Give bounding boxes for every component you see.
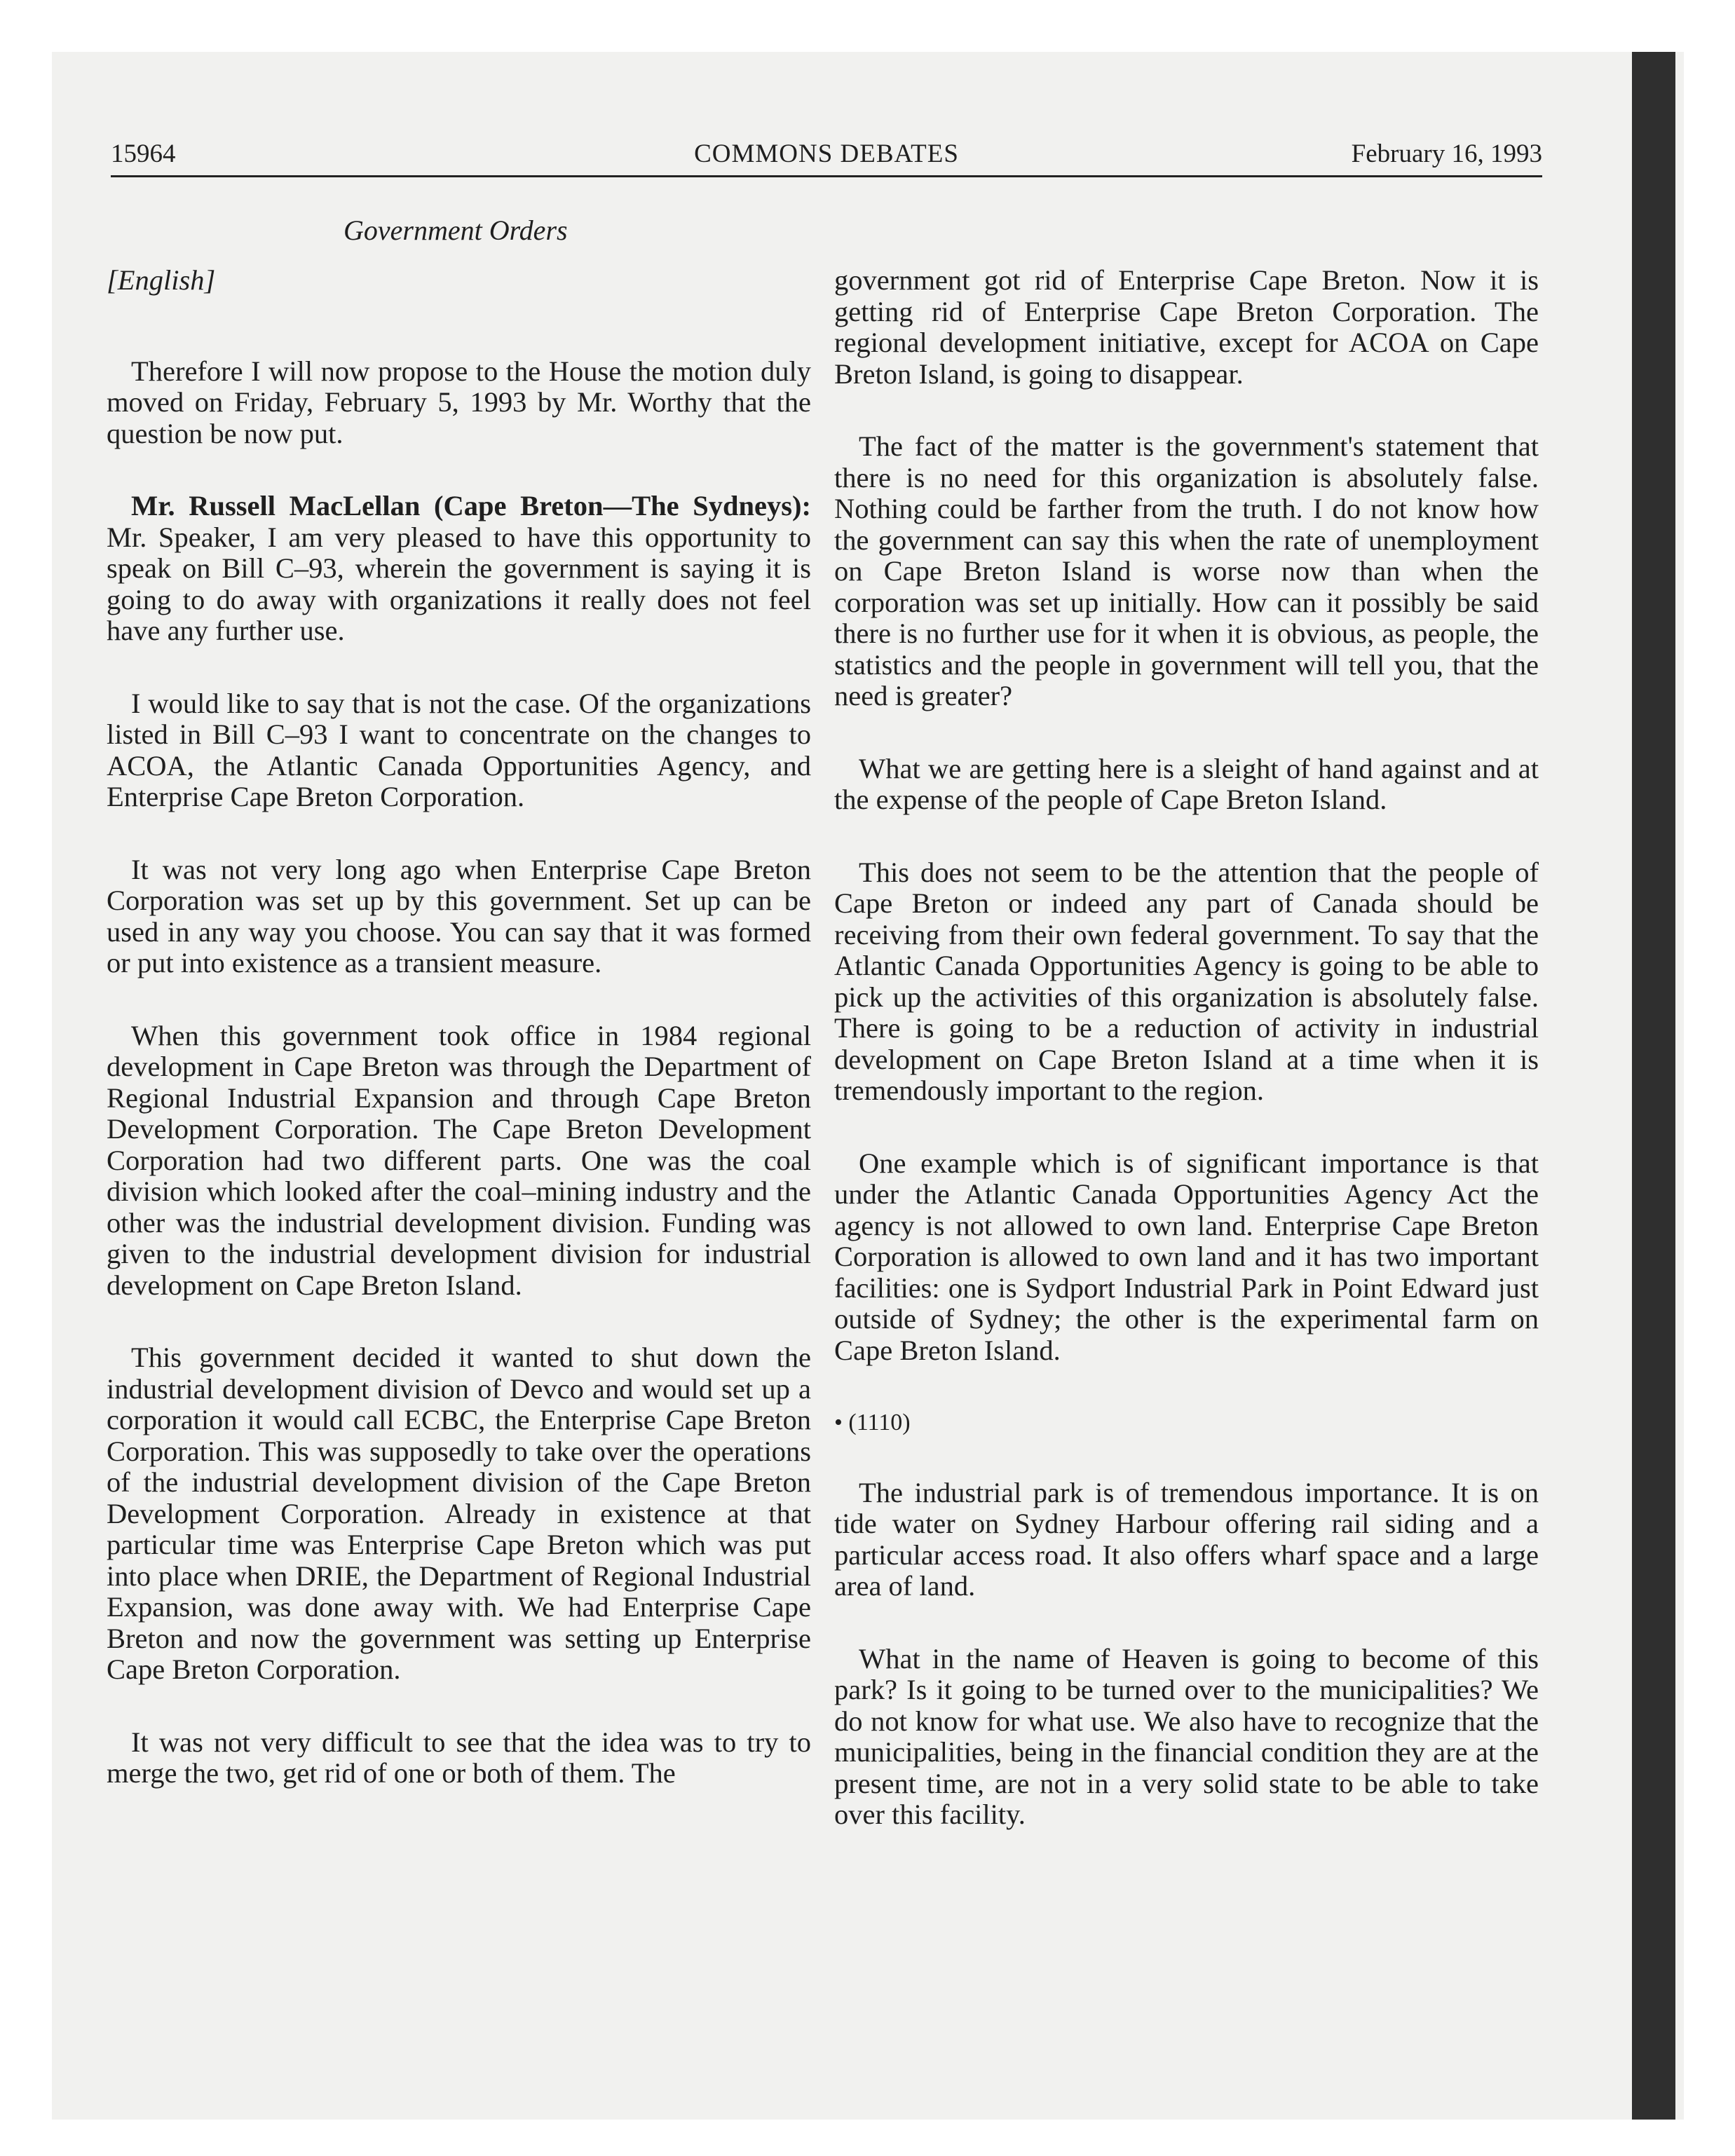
page-number: 15964 — [111, 139, 176, 168]
paragraph: This government decided it wanted to shut down the industrial development division of Devco and would set up a corporation it would call ECBC, the Enterprise Cape Breton Corporation. This was supposedly to take over the operations of the industrial development division of the Cape Breton Development Corporation. Already in existence at that particular time was Enterprise Cape Breton which was put into place when DRIE, the Department of Regional Industrial Expansion, was done away with. We had Enterprise Cape Breton and now the government was setting up Enterprise Cape Breton Corporation. — [107, 1342, 811, 1685]
paragraph: What in the name of Heaven is going to become of this park? Is it going to be turned over to the municipalities? We do not know for what use. We also have to recognize that the municipalities, being in the financial condition they are at the present time, are not in a very solid state to be able to take over this facility. — [834, 1642, 1539, 1830]
paragraph: This does not seem to be the attention that the people of Cape Breton or indeed any part of Canada should be receiving from their own federal government. To say that the Atlantic Canada Opportunities Agency is going to be able to pick up the activities of this organization is absolutely false. There is going to be a reduction of activity in industrial development on Cape Breton Island at a time when it is tremendously important to the region. — [834, 856, 1539, 1106]
right-column — [834, 265, 1539, 1872]
paragraph: When this government took office in 1984 regional development in Cape Breton was through the Department of Regional Industrial Expansion and through Cape Breton Development Corporation. The Cape Breton Development Corporation had two different parts. One was the coal division which looked after the coal–mining industry and the other was the industrial development division. Funding was given to the industrial development division for industrial development on Cape Breton Island. — [107, 1019, 811, 1301]
page-header — [111, 139, 1542, 181]
left-column — [107, 265, 811, 1831]
paragraph: It was not very long ago when Enterprise Cape Breton Corporation was set up by this government. Set up can be used in any way you choose. You can say that it was formed or put into existence as a transient measure. — [107, 853, 811, 978]
paragraph: government got rid of Enterprise Cape Breton. Now it is getting rid of Enterprise Cape Breton Corporation. The regional development initiative, except for ACOA on Cape Breton Island, is going to disappear. — [834, 264, 1539, 390]
header-rule — [111, 175, 1542, 177]
section-title: Government Orders — [343, 214, 568, 246]
paragraph: One example which is of significant importance is that under the Atlantic Canada Opportunities Agency Act the agency is not allowed to own land. Enterprise Cape Breton Corporation is allowed to own land and it has two important facilities: one is Sydport Industrial Park in Point Edward just outside of Sydney; the other is the experimental farm on Cape Breton Island. — [834, 1147, 1539, 1366]
paragraph: I would like to say that is not the case. Of the organizations listed in Bill C–93 I want to concentrate on the changes to ACOA, the Atlantic Canada Opportunities Agency, and Enterprise Cape Breton Corporation. — [107, 687, 811, 812]
time-marker: • (1110) — [834, 1410, 911, 1435]
scan-edge-shadow — [1632, 52, 1675, 2120]
page-date: February 16, 1993 — [1351, 139, 1542, 168]
paragraph: Therefore I will now propose to the House the motion duly moved on Friday, February 5, 1993 by Mr. Worthy that the question be now put. — [107, 355, 811, 449]
paragraph: What we are getting here is a sleight of hand against and at the expense of the people of Cape Breton Island. — [834, 752, 1539, 815]
publication-title: COMMONS DEBATES — [694, 139, 959, 168]
speech-text: Mr. Speaker, I am very pleased to have this opportunity to speak on Bill C–93, wherein the government is saying it is going to do away with organizations it really does not feel have any further use. — [107, 521, 811, 646]
speech-paragraph — [107, 491, 811, 647]
language-tag: [English] — [107, 264, 216, 296]
paragraph: The industrial park is of tremendous importance. It is on tide water on Sydney Harbour offering rail siding and a particular access road. It also offers wharf space and a large area of land. — [834, 1476, 1539, 1602]
paragraph: The fact of the matter is the government's statement that there is no need for this organization is absolutely false. Nothing could be farther from the truth. I do not know how the government can say this when the rate of unemployment on Cape Breton Island is worse now than when the corporation was set up initially. How can it possibly be said there is no further use for it when it is obvious, as people, the statistics and the people in government will tell you, that the need is greater? — [834, 430, 1539, 711]
speaker-name: Mr. Russell MacLellan (Cape Breton—The Sydneys): — [131, 490, 811, 521]
paragraph: It was not very difficult to see that the idea was to try to merge the two, get rid of one or both of them. The — [107, 1726, 811, 1789]
